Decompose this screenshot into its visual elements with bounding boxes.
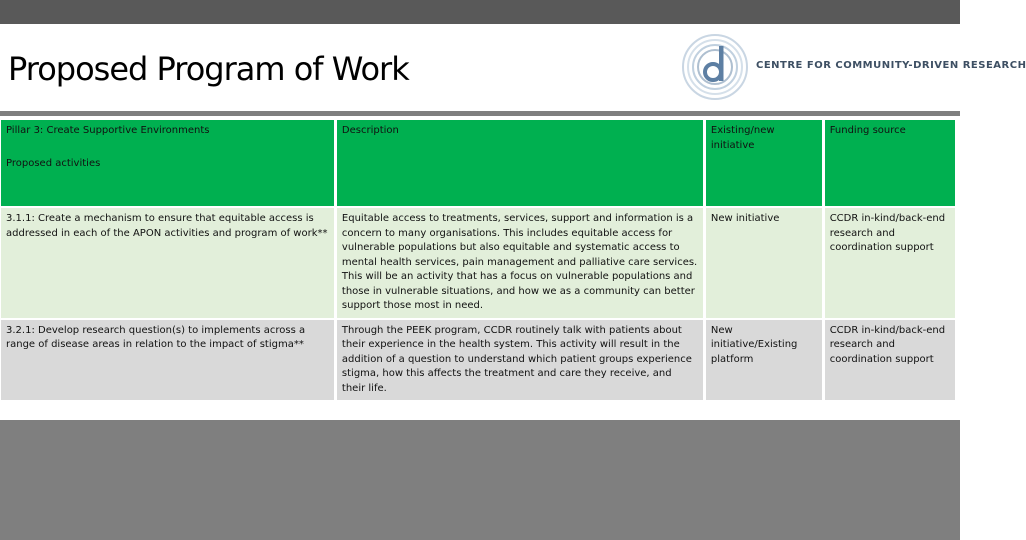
- table-row: [1, 208, 955, 318]
- bottom-band: [0, 420, 960, 540]
- header-existing-new: Existing/new initiative: [706, 120, 822, 206]
- header-description: Description: [337, 120, 703, 206]
- initiative-cell: New initiative/Existing platform: [706, 320, 822, 401]
- description-cell: Through the PEEK program, CCDR routinely talk with patients about their experience in the health system. This activity will result in the addition of a question to understand which patient groups experience stigma, how this affects the treatment and care they receive, and their life.: [337, 320, 703, 401]
- description-cell: Equitable access to treatments, services, support and information is a concern to many organisations. This includes equitable access for vulnerable populations but also equitable and systematic access to mental health services, pain management and palliative care services. This will be an activity that has a focus on vulnerable populations and those in vulnerable situations, and how we as a community can better support those most in need.: [337, 208, 703, 318]
- activity-cell: 3.1.1: Create a mechanism to ensure that equitable access is addressed in each of the APON activities and program of work**: [1, 208, 334, 318]
- top-band: [0, 0, 960, 24]
- logo-org-name: CENTRE FOR COMMUNITY-DRIVEN RESEARCH: [756, 60, 1026, 71]
- header-pillar: [1, 120, 334, 206]
- activity-cell: 3.2.1: Develop research question(s) to implements across a range of disease areas in relation to the impact of stigma**: [1, 320, 334, 401]
- slide-title: Proposed Program of Work: [8, 50, 409, 88]
- header-activities-label: Proposed activities: [6, 157, 101, 169]
- table-header-row: [1, 120, 955, 206]
- header-funding-source: Funding source: [825, 120, 955, 206]
- logo: [680, 32, 1026, 102]
- program-table: [0, 118, 958, 402]
- funding-cell: CCDR in-kind/back-end research and coordination support: [825, 320, 955, 401]
- title-divider: [0, 111, 960, 116]
- initiative-cell: New initiative: [706, 208, 822, 318]
- header-pillar-label: Pillar 3: Create Supportive Environments: [6, 125, 210, 136]
- table-row: [1, 320, 955, 401]
- cdr-logo-icon: [680, 32, 750, 102]
- funding-cell: CCDR in-kind/back-end research and coordination support: [825, 208, 955, 318]
